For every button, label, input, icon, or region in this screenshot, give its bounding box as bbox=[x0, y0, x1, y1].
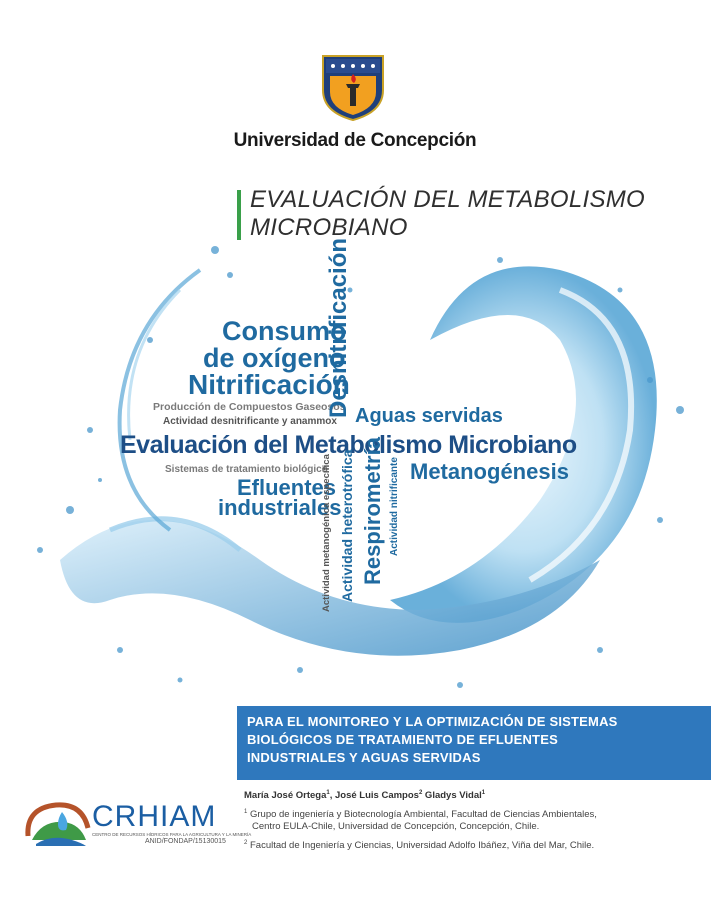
cloud-produccion: Producción de Compuestos Gaseosos bbox=[153, 401, 346, 413]
author-2-sup: 2 bbox=[418, 790, 423, 796]
cloud-nitrificante: Actividad nitrificante bbox=[389, 457, 400, 556]
affiliation-1-line-2: Centro EULA-Chile, Universidad de Concepción, Concepción, Chile. bbox=[252, 821, 540, 832]
author-2: , José Luis Campos bbox=[329, 790, 419, 802]
cloud-respirometria: Respirometría bbox=[360, 437, 385, 585]
banner-line-3: INDUSTRIALES Y AGUAS SERVIDAS bbox=[247, 750, 481, 765]
author-1-sup: 1 bbox=[326, 790, 330, 796]
cloud-sistemas: Sistemas de tratamiento biológico bbox=[165, 464, 328, 475]
document-title-line-1: EVALUACIÓN DEL METABOLISMO bbox=[250, 186, 646, 213]
cloud-desnitrificacion: Desnitrificación bbox=[325, 237, 352, 418]
cloud-consumo: Consumo bbox=[222, 316, 347, 346]
cloud-aguas: Aguas servidas bbox=[355, 405, 503, 427]
cloud-nitrificacion: Nitrificación bbox=[188, 369, 350, 400]
cloud-metanogenica: Actividad metanogénica específica bbox=[321, 454, 332, 612]
crhiam-name: CRHIAM bbox=[92, 800, 217, 833]
affiliation-2-marker: 2 bbox=[244, 840, 248, 846]
crhiam-tagline: CENTRO DE RECURSOS HÍDRICOS PARA LA AGRICULTURA Y LA MINERÍA bbox=[92, 832, 252, 837]
author-3: Gladys Vidal bbox=[422, 790, 482, 802]
subtitle-banner-text bbox=[247, 713, 702, 767]
document-title-line-2: MICROBIANO bbox=[250, 214, 408, 241]
author-1: María José Ortega bbox=[244, 790, 327, 802]
cloud-industriales: industriales bbox=[218, 495, 342, 520]
cloud-heterotrofica: Actividad heterotrófica bbox=[339, 449, 355, 602]
cloud-efluentes: Efluentes bbox=[237, 475, 337, 500]
affiliation-2-text: Facultad de Ingeniería y Ciencias, Universidad Adolfo Ibáñez, Viña del Mar, Chile. bbox=[249, 840, 595, 852]
university-name: Universidad de Concepción bbox=[233, 130, 477, 151]
affiliation-1-text: Grupo de ingeniería y Biotecnología Ambiental, Facultad de Ciencias Ambientales, bbox=[249, 809, 597, 821]
affiliation-1-marker: 1 bbox=[244, 809, 248, 815]
cloud-evaluacion: Evaluación del Metabolismo Microbiano bbox=[120, 431, 577, 459]
crhiam-logo-icon bbox=[22, 800, 92, 850]
banner-line-2: BIOLÓGICOS DE TRATAMIENTO DE EFLUENTES bbox=[247, 732, 558, 747]
university-crest-icon bbox=[318, 52, 388, 122]
cloud-metanogenesis: Metanogénesis bbox=[410, 459, 569, 484]
authors-line bbox=[244, 790, 485, 801]
affiliation-2 bbox=[244, 836, 594, 853]
banner-line-1: PARA EL MONITOREO Y LA OPTIMIZACIÓN DE SISTEMAS bbox=[247, 714, 618, 729]
water-splash-illustration bbox=[0, 230, 711, 700]
author-3-sup: 1 bbox=[481, 790, 486, 796]
cloud-oxigeno: de oxígeno bbox=[203, 343, 346, 373]
cloud-desnitrificante: Actividad desnitrificante y anammox bbox=[163, 416, 337, 427]
crhiam-code: ANID/FONDAP/15130015 bbox=[145, 838, 226, 845]
